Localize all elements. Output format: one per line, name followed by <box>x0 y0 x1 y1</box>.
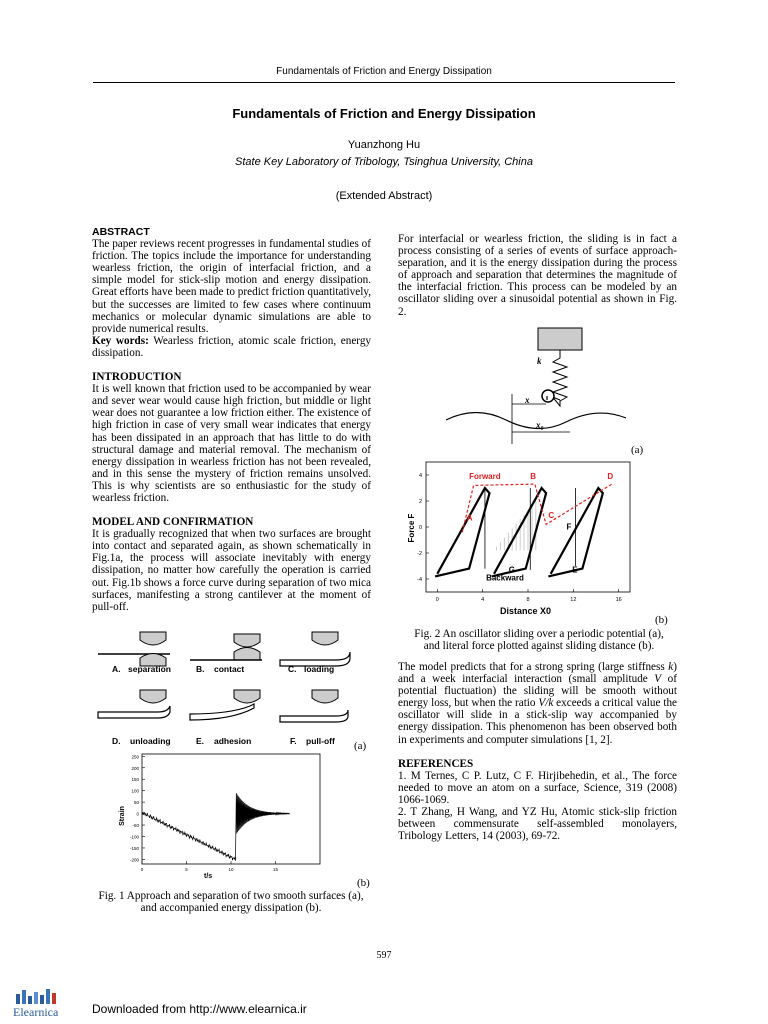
x-axis-label: t/s <box>204 873 213 880</box>
panel-e-letter: E. <box>196 736 205 746</box>
reference-item: 2. T Zhang, H Wang, and YZ Hu, Atomic stick-slip friction between commensurate self-assembled monolayers, Tribology Letters, 14 (2003), 69-72. <box>398 806 677 843</box>
fig2b-force-chart <box>404 458 640 618</box>
introduction-heading: INTRODUCTION <box>92 371 182 384</box>
forward-label: Forward <box>469 471 501 481</box>
para2-part-a: The model predicts that for a strong spring (large stiffness <box>398 661 669 673</box>
elearnica-logo-icon <box>14 988 66 1004</box>
y-tick-label: -2 <box>417 551 422 557</box>
logo-text: Elearnica <box>13 1005 59 1019</box>
force-loop-2 <box>492 488 546 576</box>
y-tick-label: 2 <box>418 499 422 505</box>
point-d-label: D <box>607 471 614 481</box>
y-tick-label: -50 <box>132 823 139 829</box>
y-tick-label: 0 <box>136 811 139 817</box>
fig1-caption-line2: and accompanied energy dissipation (b). <box>140 902 322 915</box>
panel-a-letter: A. <box>112 664 121 674</box>
left-column <box>92 226 371 613</box>
x-label: x <box>525 395 530 405</box>
y-tick-label: -100 <box>129 834 139 840</box>
plot-frame <box>142 754 320 864</box>
y-tick-label: 0 <box>418 525 422 531</box>
point-a-label: A <box>466 513 473 523</box>
fig1-caption-line1: Fig. 1 Approach and separation of two smooth surfaces (a), <box>98 890 364 902</box>
panel-b-label: contact <box>214 664 245 674</box>
panel-d-unloading-drawing <box>98 690 170 718</box>
fig1b-tag: (b) <box>357 877 370 889</box>
keywords-text: Wearless friction, atomic scale friction, energy dissipation. <box>92 334 372 359</box>
fig2-caption-line1: Fig. 2 An oscillator sliding over a periodic potential (a), <box>414 628 664 640</box>
x-tick-label: 8 <box>526 597 530 603</box>
oscillator-ball <box>542 390 554 402</box>
header-rule <box>93 82 675 83</box>
point-b-label: B <box>530 471 537 481</box>
fig1a-labels <box>112 664 335 746</box>
slider-block <box>538 328 582 350</box>
y-tick-label: 150 <box>131 777 139 783</box>
para2-k: k <box>668 661 674 673</box>
x0-label: x₀ <box>536 420 544 430</box>
backward-label: Backward <box>486 573 524 583</box>
x-tick-label: 4 <box>481 597 485 603</box>
panel-c-loading-drawing <box>280 632 350 666</box>
y-tick-label: 50 <box>133 800 139 806</box>
model-heading: MODEL AND CONFIRMATION <box>92 516 254 529</box>
x-tick-label: 15 <box>272 867 279 872</box>
para2-part-c: of potential fluctuation) the sliding will be smooth without energy loss, but when the ratio <box>398 673 677 710</box>
panel-d-label: unloading <box>130 736 171 746</box>
y-tick-label: 4 <box>418 473 422 479</box>
panel-a-label: separation <box>128 664 171 674</box>
fig1b-strain-chart <box>112 750 332 882</box>
para2-part-d: exceeds a critical value the oscillator will slide in a stick-slip way accompanied by energy dissipation. This phenomenon has been observed both in experiments and computer simulations [1, 2]. <box>398 697 677 746</box>
download-footer[interactable]: Downloaded from http://www.elearnica.ir <box>92 1002 307 1016</box>
fig1a-tag: (a) <box>354 740 367 752</box>
model-text: It is gradually recognized that when two surfaces are brought into contact and separated again, as shown schematically in Fig.1a, the process will associate inevitably with energy dissipation, no matter how carefully the operation is carried out. Fig.1b shows a force curve during separation of two mica surfaces, manifesting a strong cantilever at the moment of pull-off. <box>92 528 371 613</box>
x-tick-label: 0 <box>435 597 439 603</box>
introduction-text: It is well known that friction used to be accompanied by wear and sever wear would cause high friction, but middle or light wear does not guarantee a low friction either. The existence of high friction in case of very small wear indicates that energy has been dissipated in an approach that has little to do with structural damage and material removal. The mechanism of energy dissipation in wearless friction has not been revealed, and in this sense the mystery of friction remains unsolved. This is why scientists are so enthusiastic for the study of wearless friction. <box>92 383 371 504</box>
right-column-model <box>398 661 677 842</box>
x-axis-label: Distance X0 <box>500 606 552 616</box>
y-axis-label: Force F <box>407 513 416 543</box>
fig2-caption <box>394 628 684 652</box>
panel-c-label: loading <box>304 664 335 674</box>
panel-a-separation-drawing <box>98 632 170 666</box>
y-axis-label: Strain <box>119 806 126 826</box>
point-e-label: E <box>572 565 578 575</box>
reference-item: 1. M Ternes, C P. Lutz, C F. Hirjibehedin, et al., The force needed to move an atom on a surface, Science, 319 (2008) 1066-1069. <box>398 769 677 806</box>
fig2b-tag: (b) <box>655 614 668 626</box>
y-tick-label: -4 <box>417 577 422 583</box>
right-para1: For interfacial or wearless friction, the sliding is in fact a process consisting of a series of events of surface approach-separation, and it is the energy dissipation during the process of approach and separation that determines the magnitude of the interfacial friction. This process can be modeled by an oscillator sliding over a sinusoidal potential as shown in Fig. 2. <box>398 233 677 318</box>
y-tick-label: -150 <box>129 845 139 851</box>
y-tick-label: 200 <box>131 765 139 771</box>
x-tick-label: 16 <box>615 597 622 603</box>
fig1-caption <box>86 890 376 914</box>
y-tick-label: -200 <box>129 857 139 863</box>
fig1a-drawings <box>98 632 350 722</box>
strain-series-line <box>142 793 290 861</box>
keywords <box>92 335 371 359</box>
panel-c-letter: C. <box>288 664 297 674</box>
fig1a-schematic <box>92 628 354 750</box>
references-list <box>398 770 677 843</box>
extended-abstract-label: (Extended Abstract) <box>335 190 433 202</box>
affiliation: State Key Laboratory of Tribology, Tsinghua University, China <box>235 156 533 168</box>
abstract-text: The paper reviews recent progresses in fundamental studies of friction. The topics include the importance for understanding wearless friction, the origin of interfacial friction, and a simple model for stick-slip motion and energy dissipation. Great efforts have been made to predict friction quantitatively, but the successes are limited to few cases where continuum mechanics or molecular dynamic simulations are able to provide numerical results. <box>92 238 371 335</box>
right-para2 <box>398 661 677 746</box>
references-heading: REFERENCES <box>398 757 474 770</box>
panel-b-contact-drawing <box>190 634 262 660</box>
right-column-intro <box>398 233 677 318</box>
panel-e-adhesion-drawing <box>190 690 260 720</box>
panel-e-label: adhesion <box>214 736 252 746</box>
y-tick-label: 250 <box>131 754 139 760</box>
panel-f-pulloff-drawing <box>280 690 348 722</box>
paper-title: Fundamentals of Friction and Energy Dissipation <box>232 106 536 121</box>
point-f-label: F <box>566 522 572 532</box>
x-tick-label: 0 <box>140 867 144 872</box>
spring-k-label: k <box>537 356 542 366</box>
running-header: Fundamentals of Friction and Energy Dissipation <box>276 66 492 77</box>
point-g-label: G <box>508 565 515 575</box>
para2-part-b: ) and a week interfacial interaction (small amplitude <box>398 661 677 686</box>
para2-vk: V/k <box>538 697 554 710</box>
point-c-label: C <box>548 510 555 520</box>
x-tick-label: 12 <box>570 597 577 603</box>
page-number: 597 <box>376 950 392 961</box>
panel-d-letter: D. <box>112 736 121 746</box>
y-tick-label: 100 <box>131 788 139 794</box>
keywords-label: Key words: <box>92 334 149 347</box>
panel-b-letter: B. <box>196 664 205 674</box>
panel-f-label: pull-off <box>306 736 335 746</box>
fig2a-oscillator-schematic <box>446 326 626 448</box>
author: Yuanzhong Hu <box>347 139 421 151</box>
fig2a-tag: (a) <box>631 444 644 456</box>
x-tick-label: 10 <box>228 867 234 872</box>
fig2-caption-line2: and literal force plotted against sliding distance (b). <box>423 640 655 653</box>
x-tick-label: 5 <box>185 867 188 872</box>
panel-f-letter: F. <box>290 736 297 746</box>
para2-v: V <box>654 673 662 686</box>
abstract-heading: ABSTRACT <box>92 226 150 238</box>
